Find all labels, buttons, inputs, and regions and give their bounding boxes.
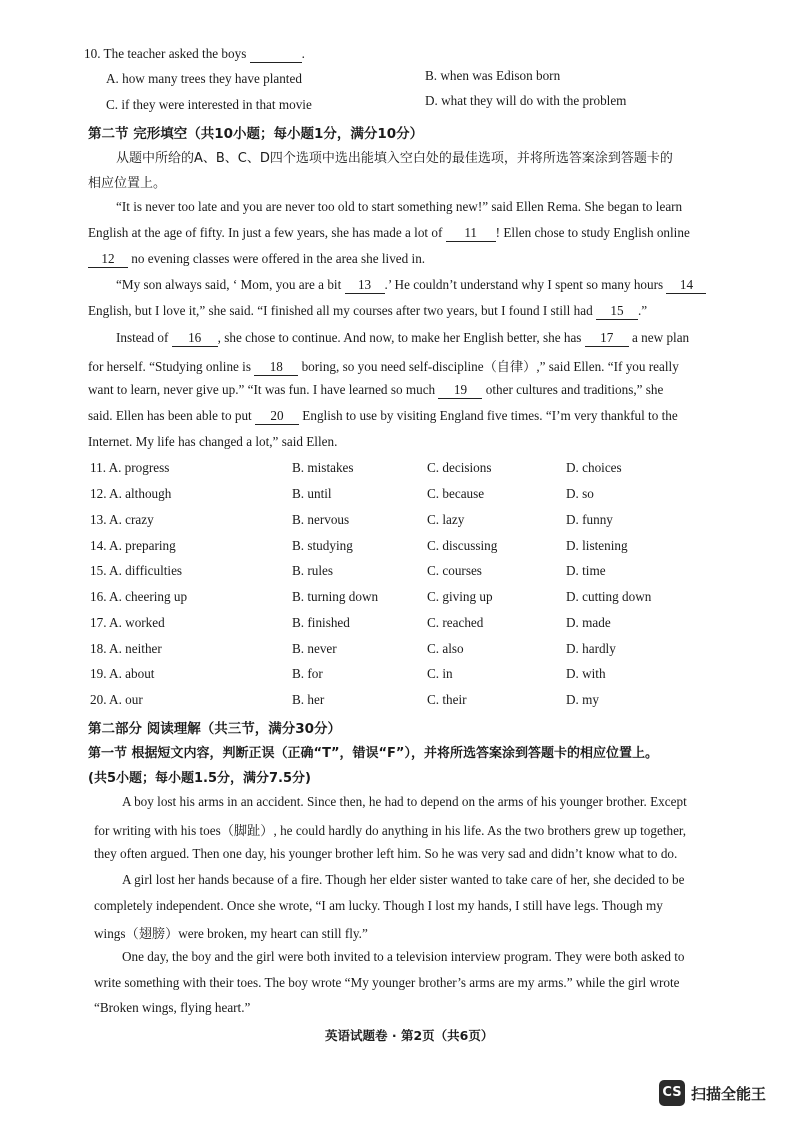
option-row	[90, 615, 730, 633]
blank-17: 17	[585, 331, 629, 347]
option-a: 13. A. crazy	[90, 512, 154, 527]
passage-line-10: Internet. My life has changed a lot,” said Ellen.	[88, 434, 338, 449]
option-row	[90, 486, 730, 504]
passage-line-9a: said. Ellen has been able to put	[88, 408, 252, 423]
passage-line-8b: other cultures and traditions,” she	[485, 382, 664, 397]
option-c: C. also	[427, 641, 464, 656]
section2-heading: 第二节 完形填空（共10小题；每小题1分，满分10分）	[88, 126, 424, 142]
passage-line-4	[116, 277, 706, 294]
blank-16: 16	[172, 331, 218, 347]
passage-line-5	[88, 303, 647, 320]
option-b: B. her	[292, 692, 325, 707]
option-b: B. until	[292, 486, 332, 501]
q10-option-b: B. when was Edison born	[425, 68, 561, 83]
passage-line-2a: English at the age of fifty. In just a few years, she has made a lot of	[88, 225, 443, 240]
option-a: 19. A. about	[90, 666, 155, 681]
option-d: D. listening	[566, 538, 628, 553]
passage-line-9	[88, 408, 678, 425]
reading-line-2: for writing with his toes（脚趾）, he could hardly do anything in his life. As the two brothers grew up together,	[94, 823, 687, 838]
option-d: D. hardly	[566, 641, 616, 656]
reading-line-5: completely independent. Once she wrote, “I am lucky. Though I lost my hands, I still have legs. Though my	[94, 898, 663, 913]
section2-instruction-line2: 相应位置上。	[88, 176, 167, 191]
option-c: C. reached	[427, 615, 484, 630]
scanner-watermark	[659, 1080, 766, 1106]
option-c: C. lazy	[427, 512, 465, 527]
option-row	[90, 538, 730, 556]
reading-line-4: A girl lost her hands because of a fire. Though her elder sister wanted to take care of her, she decided to be	[122, 872, 685, 887]
passage-line-3	[88, 251, 425, 268]
option-d: D. choices	[566, 460, 622, 475]
option-c: C. discussing	[427, 538, 498, 553]
option-row	[90, 512, 730, 530]
option-b: B. never	[292, 641, 337, 656]
option-d: D. time	[566, 563, 606, 578]
passage-line-8a: want to learn, never give up.” “It was fun. I have learned so much	[88, 382, 436, 397]
option-row	[90, 666, 730, 684]
passage-line-7a: for herself. “Studying online is	[88, 359, 251, 374]
option-row	[90, 460, 730, 478]
option-row	[90, 692, 730, 710]
option-b: B. rules	[292, 563, 334, 578]
passage-line-6b: , she chose to continue. And now, to make her English better, she has	[217, 330, 582, 345]
passage-line-5b: .”	[637, 303, 648, 318]
reading-line-3: they often argued. Then one day, his younger brother left him. So he was very sad and didn’t know what to do.	[94, 846, 678, 861]
passage-line-9b: English to use by visiting England five times. “I’m very thankful to the	[302, 408, 678, 423]
scanner-watermark-text: 扫描全能王	[691, 1084, 767, 1103]
option-row	[90, 563, 730, 581]
passage-line-8	[88, 382, 663, 399]
blank-20: 20	[255, 409, 299, 425]
option-d: D. cutting down	[566, 589, 652, 604]
reading-line-1: A boy lost his arms in an accident. Since then, he had to depend on the arms of his younger brother. Except	[122, 794, 687, 809]
q10-stem-text: 10. The teacher asked the boys	[84, 46, 247, 61]
passage-line-6c: a new plan	[632, 330, 690, 345]
passage-line-4b: .’ He couldn’t understand why I spent so many hours	[384, 277, 664, 292]
passage-line-1: “It is never too late and you are never too old to start something new!” said Ellen Rema. She began to learn	[116, 199, 683, 214]
option-row	[90, 641, 730, 659]
option-a: 14. A. preparing	[90, 538, 176, 553]
option-d: D. with	[566, 666, 606, 681]
q10-option-d: D. what they will do with the problem	[425, 93, 627, 108]
option-d: D. funny	[566, 512, 613, 527]
passage-line-6	[116, 330, 689, 347]
option-c: C. in	[427, 666, 453, 681]
passage-line-6a: Instead of	[116, 330, 169, 345]
blank-19: 19	[438, 383, 482, 399]
option-a: 15. A. difficulties	[90, 563, 183, 578]
option-b: B. nervous	[292, 512, 350, 527]
option-a: 17. A. worked	[90, 615, 165, 630]
option-b: B. turning down	[292, 589, 379, 604]
option-b: B. studying	[292, 538, 353, 553]
option-row	[90, 589, 730, 607]
option-c: C. giving up	[427, 589, 493, 604]
option-c: C. decisions	[427, 460, 492, 475]
passage-line-3b: no evening classes were offered in the area she lived in.	[131, 251, 426, 266]
option-d: D. my	[566, 692, 599, 707]
blank-12: 12	[88, 252, 128, 268]
option-d: D. made	[566, 615, 611, 630]
page-footer: 英语试题卷 · 第2页（共6页）	[325, 1028, 494, 1043]
blank-15: 15	[596, 304, 638, 320]
passage-line-5a: English, but I love it,” she said. “I finished all my courses after two years, but I found I still had	[88, 303, 593, 318]
passage-line-2b: ! Ellen chose to study English online	[495, 225, 690, 240]
option-a: 18. A. neither	[90, 641, 162, 656]
part2-sub1-note: (共5小题；每小题1.5分，满分7.5分)	[88, 771, 311, 786]
passage-line-7b: boring, so you need self-discipline（自律）,” said Ellen. “If you really	[301, 359, 679, 374]
option-b: B. finished	[292, 615, 350, 630]
passage-line-4a: “My son always said, ‘ Mom, you are a bit	[116, 277, 342, 292]
blank-13: 13	[345, 278, 385, 294]
option-b: B. for	[292, 666, 323, 681]
q10-option-a: A. how many trees they have planted	[106, 71, 302, 86]
reading-line-6: wings（翅膀）were broken, my heart can still fly.”	[94, 926, 368, 941]
section2-instruction-line1: 从题中所给的A、B、C、D四个选项中选出能填入空白处的最佳选项，并将所选答案涂到答题卡的	[116, 151, 673, 166]
blank-11: 11	[446, 226, 496, 242]
part2-sub1-heading: 第一节 根据短文内容，判断正误（正确“T”，错误“F”），并将所选答案涂到答题卡的相应位置上。	[88, 746, 658, 761]
option-b: B. mistakes	[292, 460, 354, 475]
option-a: 12. A. although	[90, 486, 172, 501]
option-c: C. because	[427, 486, 485, 501]
q10-stem-end: .	[301, 46, 305, 61]
part2-heading: 第二部分 阅读理解（共三节，满分30分）	[88, 721, 341, 737]
option-a: 11. A. progress	[90, 460, 170, 475]
option-d: D. so	[566, 486, 594, 501]
reading-line-7: One day, the boy and the girl were both invited to a television interview program. They were both asked to	[122, 949, 685, 964]
q10-blank	[250, 47, 302, 63]
q10-option-c: C. if they were interested in that movie	[106, 97, 312, 112]
option-a: 20. A. our	[90, 692, 143, 707]
blank-18: 18	[254, 360, 298, 376]
passage-line-7	[88, 356, 679, 376]
option-c: C. courses	[427, 563, 482, 578]
option-c: C. their	[427, 692, 467, 707]
reading-line-9: “Broken wings, flying heart.”	[94, 1000, 251, 1015]
passage-line-2	[88, 225, 690, 242]
camscanner-logo-icon: CS	[659, 1080, 685, 1106]
blank-14: 14	[666, 278, 706, 294]
q10-stem	[84, 46, 305, 63]
reading-line-8: write something with their toes. The boy wrote “My younger brother’s arms are my arms.” while the girl wrote	[94, 975, 680, 990]
option-a: 16. A. cheering up	[90, 589, 188, 604]
